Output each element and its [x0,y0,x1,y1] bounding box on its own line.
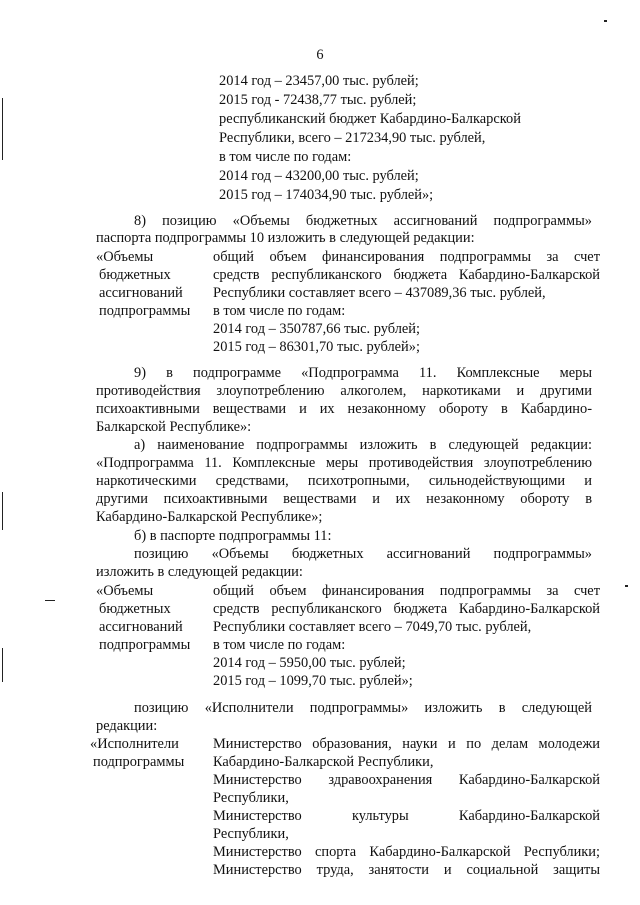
paragraph-line: позицию «Объемы бюджетных ассигнований подпрограммы» [134,546,592,562]
paragraph-line: наркотическими средствами, психотропными, сильнодействующими и [96,473,592,489]
table-value-line: средств республиканского бюджета Кабардино-Балкарской [213,601,600,617]
table-value-line: Министерство труда, занятости и социальной защиты [213,862,600,878]
table-value-line: общий объем финансирования подпрограммы за счет [213,249,600,265]
paragraph-line: б) в паспорте подпрограммы 11: [134,528,332,544]
table-label-line: ассигнований [99,285,183,301]
table-value-line: Министерство здравоохранения Кабардино-Балкарской [213,772,600,788]
table-value-line: 2015 год – 1099,70 тыс. рублей»; [213,673,413,689]
table-value-line: Республики составляет всего – 437089,36 тыс. рублей, [213,285,546,301]
paragraph-line: другими психоактивными веществами и их незаконному обороту в [96,491,592,507]
paragraph-line: 8) позицию «Объемы бюджетных ассигнований подпрограммы» [134,213,592,229]
table-value-line: 2015 год – 86301,70 тыс. рублей»; [213,339,420,355]
paragraph-line: Балкарской Республике»: [96,419,252,435]
paragraph-line: позицию «Исполнители подпрограммы» изложить в следующей [134,700,592,716]
paragraph-line: а) наименование подпрограммы изложить в следующей редакции: [134,437,592,453]
table-label-line: ассигнований [99,619,183,635]
paragraph-line: изложить в следующей редакции: [96,564,303,580]
scan-mark [2,492,3,530]
scan-mark [45,600,55,601]
text-line: 2015 год - 72438,77 тыс. рублей; [219,92,417,108]
paragraph-line: Кабардино-Балкарской Республике»; [96,509,323,525]
table-label-line: бюджетных [99,601,171,617]
page-number: 6 [316,47,324,63]
table-value-line: 2014 год – 350787,66 тыс. рублей; [213,321,420,337]
table-value-line: Республики составляет всего – 7049,70 тыс. рублей, [213,619,532,635]
scan-mark [2,98,3,160]
table-label-line: «Объемы [96,583,154,599]
text-line: республиканский бюджет Кабардино-Балкарской [219,111,521,127]
table-value-line: Республики, [213,826,289,842]
text-line: 2015 год – 174034,90 тыс. рублей»; [219,187,434,203]
table-value-line: в том числе по годам: [213,303,346,319]
table-value-line: общий объем финансирования подпрограммы за счет [213,583,600,599]
paragraph-line: редакции: [96,718,158,734]
table-value-line: Министерство спорта Кабардино-Балкарской Республики; [213,844,600,860]
text-line: в том числе по годам: [219,149,352,165]
table-value-line: средств республиканского бюджета Кабардино-Балкарской [213,267,600,283]
table-value-line: Кабардино-Балкарской Республики, [213,754,434,770]
table-label-line: «Объемы [96,249,154,265]
table-label-line: бюджетных [99,267,171,283]
scan-mark [604,20,607,22]
paragraph-line: паспорта подпрограммы 10 изложить в следующей редакции: [96,230,475,246]
paragraph-line: «Подпрограмма 11. Комплексные меры противодействия злоупотреблению [96,455,592,471]
table-value-line: Министерство образования, науки и по делам молодежи [213,736,600,752]
table-label-line: подпрограммы [99,637,191,653]
table-value-line: Республики, [213,790,289,806]
paragraph-line: противодействия злоупотреблению алкоголем, наркотиками и другими [96,383,592,399]
text-line: 2014 год – 43200,00 тыс. рублей; [219,168,419,184]
text-line: 2014 год – 23457,00 тыс. рублей; [219,73,419,89]
text-line: Республики, всего – 217234,90 тыс. рублей, [219,130,486,146]
table-label-line: подпрограммы [93,754,185,770]
table-label-line: «Исполнители [90,736,179,752]
paragraph-line: 9) в подпрограмме «Подпрограмма 11. Комплексные меры [134,365,592,381]
table-value-line: 2014 год – 5950,00 тыс. рублей; [213,655,406,671]
paragraph-line: психоактивными веществами и их незаконному обороту в Кабардино- [96,401,592,417]
table-value-line: в том числе по годам: [213,637,346,653]
scan-mark [625,585,628,587]
scan-mark [2,648,3,682]
table-label-line: подпрограммы [99,303,191,319]
table-value-line: Министерство культуры Кабардино-Балкарской [213,808,600,824]
